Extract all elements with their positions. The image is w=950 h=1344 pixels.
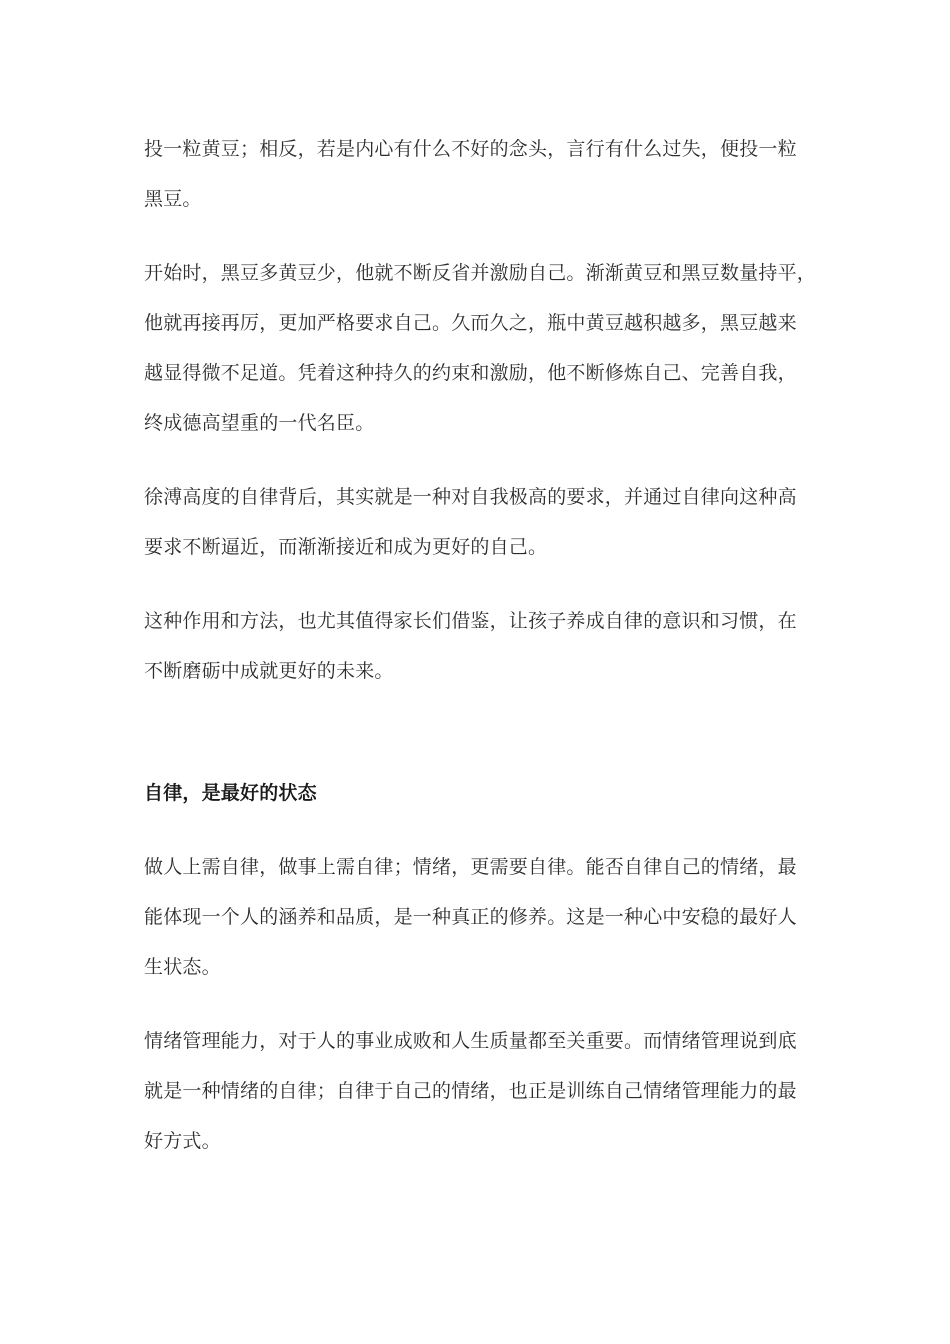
paragraph-5 [144,842,824,992]
section-heading: 自律，是最好的状态 [144,782,317,804]
paragraph-line: 这种作用和方法，也尤其值得家长们借鉴，让孩子养成自律的意识和习惯，在 [144,610,797,632]
paragraph-line: 能体现一个人的涵养和品质，是一种真正的修养。这是一种心中安稳的最好人 [144,906,797,928]
paragraph-line: 生状态。 [144,956,221,978]
paragraph-3 [144,472,824,572]
paragraph-2 [144,248,824,448]
paragraph-line: 要求不断逼近，而渐渐接近和成为更好的自己。 [144,536,548,558]
paragraph-1 [144,124,824,224]
paragraph-line: 他就再接再厉，更加严格要求自己。久而久之，瓶中黄豆越积越多，黑豆越来 [144,312,797,334]
paragraph-line: 黑豆。 [144,188,202,210]
article-body [144,124,824,1190]
paragraph-line: 开始时，黑豆多黄豆少，他就不断反省并激励自己。渐渐黄豆和黑豆数量持平， [144,262,817,284]
paragraph-line: 不断磨砺中成就更好的未来。 [144,660,394,682]
paragraph-line: 投一粒黄豆；相反，若是内心有什么不好的念头，言行有什么过失，便投一粒 [144,138,797,160]
paragraph-line: 终成德高望重的一代名臣。 [144,412,375,434]
paragraph-6 [144,1016,824,1166]
paragraph-line: 情绪管理能力，对于人的事业成败和人生质量都至关重要。而情绪管理说到底 [144,1030,797,1052]
paragraph-4 [144,596,824,696]
paragraph-line: 好方式。 [144,1130,221,1152]
paragraph-line: 徐溥高度的自律背后，其实就是一种对自我极高的要求，并通过自律向这种高 [144,486,797,508]
paragraph-line: 越显得微不足道。凭着这种持久的约束和激励，他不断修炼自己、完善自我， [144,362,797,384]
paragraph-line: 就是一种情绪的自律；自律于自己的情绪，也正是训练自己情绪管理能力的最 [144,1080,797,1102]
paragraph-line: 做人上需自律，做事上需自律；情绪，更需要自律。能否自律自己的情绪，最 [144,856,797,878]
